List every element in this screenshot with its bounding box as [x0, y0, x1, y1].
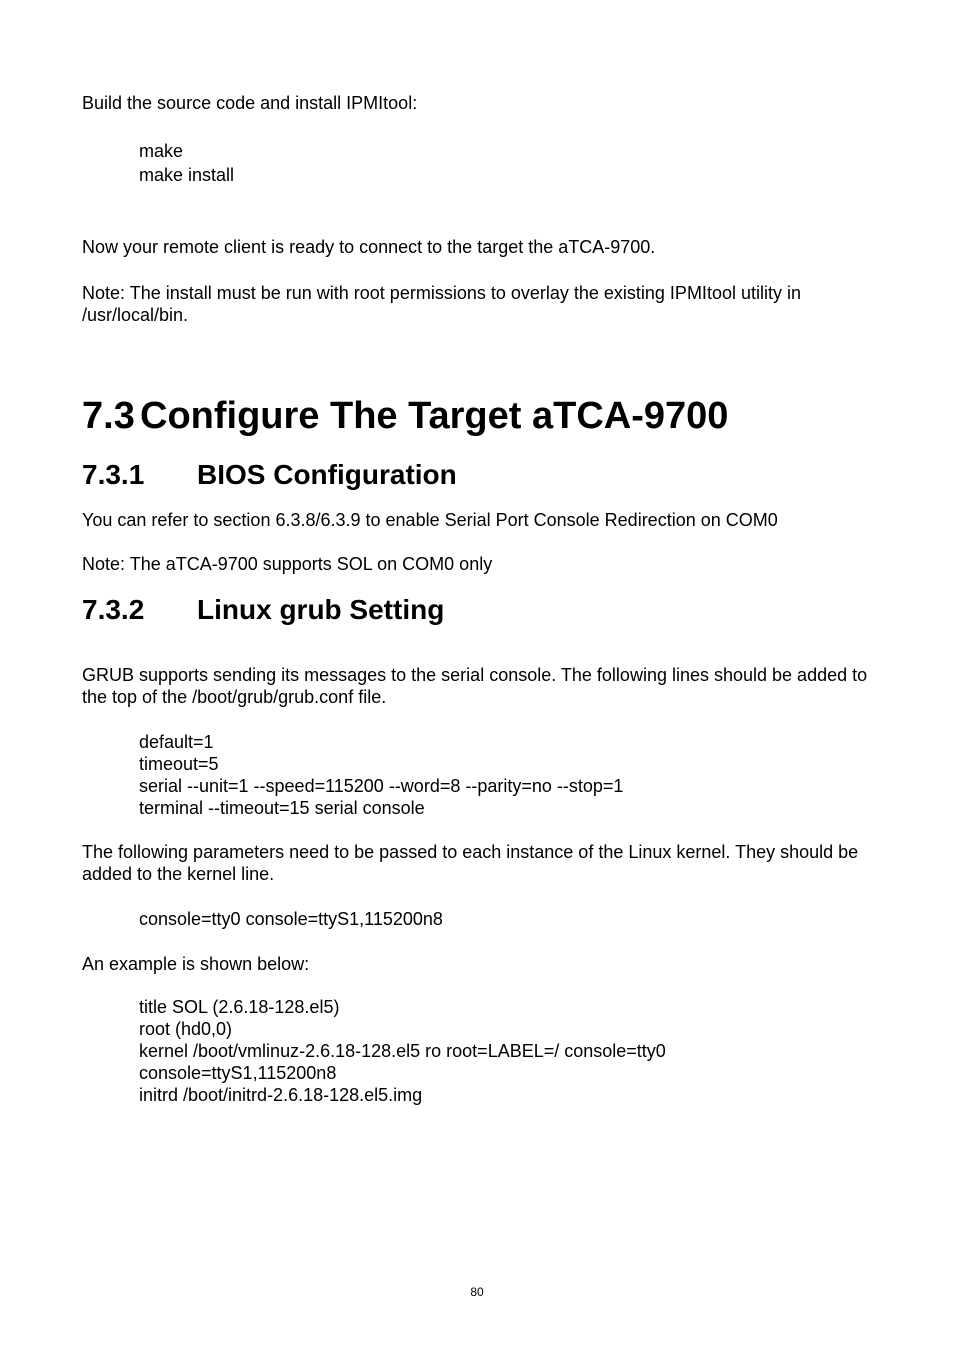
section-title: Configure The Target aTCA-9700 [140, 395, 729, 437]
grub-number: 7.3.2 [82, 594, 145, 625]
kernel-params-line: console=tty0 console=ttyS1,115200n8 [139, 909, 443, 929]
example-intro: An example is shown below: [82, 954, 310, 974]
bios-heading [82, 459, 457, 491]
example-line: initrd /boot/initrd-2.6.18-128.el5.img [139, 1085, 423, 1105]
conf-line: default=1 [139, 732, 214, 752]
example-line: root (hd0,0) [139, 1019, 233, 1039]
bios-refer-paragraph: You can refer to section 6.3.8/6.3.9 to enable Serial Port Console Redirection on COM0 [82, 510, 778, 530]
build-instruction: Build the source code and install IPMItool: [82, 93, 418, 113]
command-make-install: make install [139, 165, 235, 185]
grub-intro-paragraph: GRUB supports sending its messages to the serial console. The following lines should be added to the top of the /boot/grub/grub.conf file. [82, 665, 868, 707]
conf-line: serial --unit=1 --speed=115200 --word=8 --parity=no --stop=1 [139, 776, 624, 796]
bios-note: Note: The aTCA-9700 supports SOL on COM0 only [82, 554, 493, 574]
section-heading [82, 394, 728, 438]
bios-number: 7.3.1 [82, 459, 145, 490]
kernel-params-paragraph: The following parameters need to be passed to each instance of the Linux kernel. They should be added to the kernel line. [82, 842, 859, 884]
ready-paragraph: Now your remote client is ready to connect to the target the aTCA-9700. [82, 237, 656, 257]
conf-line: terminal --timeout=15 serial console [139, 798, 425, 818]
section-number: 7.3 [82, 395, 135, 437]
install-note: Note: The install must be run with root permissions to overlay the existing IPMItool utility in /usr/local/bin. [82, 283, 801, 325]
page-number: 80 [470, 1285, 484, 1299]
example-line: console=ttyS1,115200n8 [139, 1063, 337, 1083]
bios-title: BIOS Configuration [197, 459, 457, 490]
conf-line: timeout=5 [139, 754, 219, 774]
command-make: make [139, 141, 184, 161]
example-line: kernel /boot/vmlinuz-2.6.18-128.el5 ro root=LABEL=/ console=tty0 [139, 1041, 666, 1061]
grub-heading [82, 594, 444, 626]
example-line: title SOL (2.6.18-128.el5) [139, 997, 340, 1017]
grub-title: Linux grub Setting [197, 594, 445, 625]
